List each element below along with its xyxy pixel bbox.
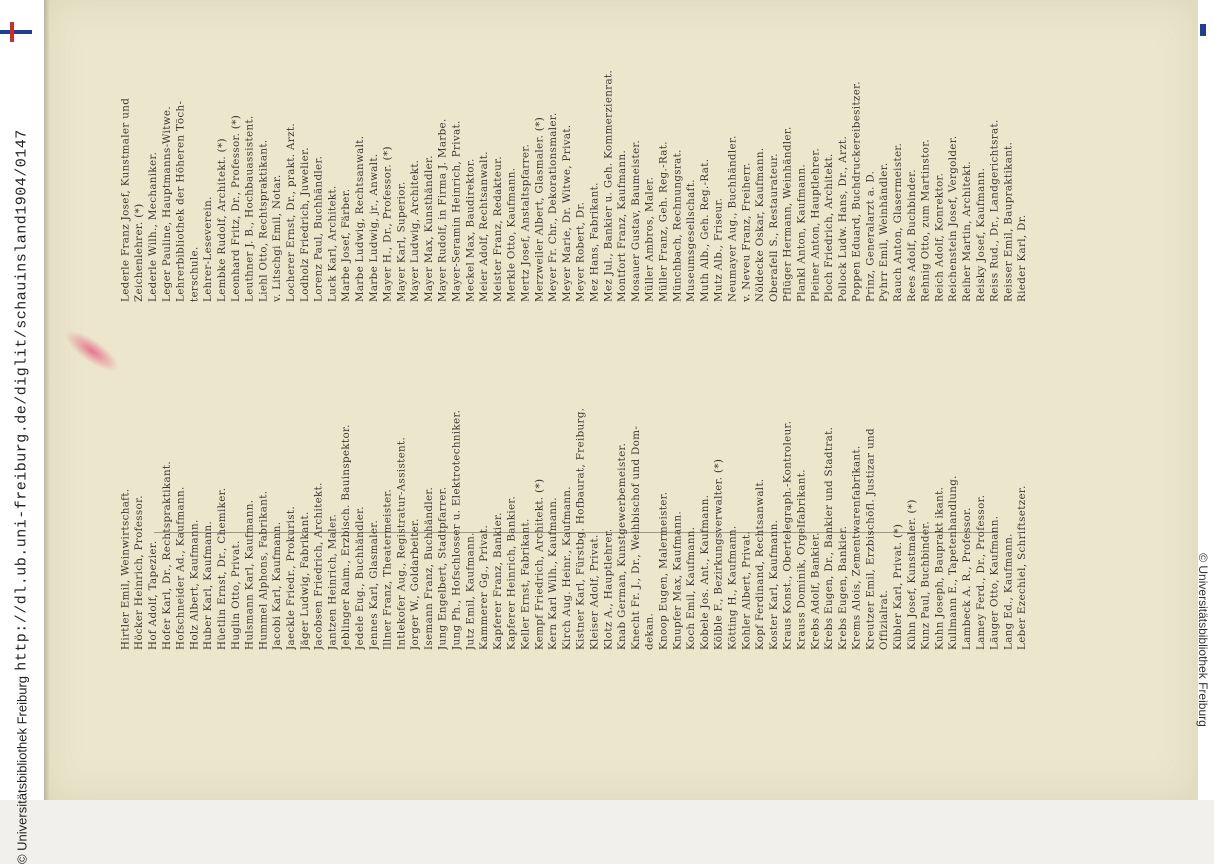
list-entry: terschule. [188, 246, 201, 302]
list-entry: Lederle Franz Josef, Kunstmaler und [119, 97, 132, 302]
list-entry: Jäger Ludwig, Fabrikant. [298, 511, 311, 650]
page-edge-shadow [44, 0, 50, 800]
list-entry: Lodholz Friedrich, Juwelier. [298, 147, 311, 302]
flag-icon-left [0, 30, 32, 34]
list-entry: Rieder Karl, Dr. [1016, 214, 1029, 302]
list-entry: Kammerer Gg., Privat. [478, 524, 491, 650]
list-entry: dekan. [643, 612, 656, 650]
list-entry: Merkle Otto, Kaufmann. [505, 167, 518, 302]
list-entry: Nöldecke Oskar, Kaufmann. [754, 147, 767, 302]
list-entry: Pflüger Hermann, Weinhändler. [781, 126, 794, 302]
list-entry: Reisky Josef, Kaufmann. [974, 167, 987, 302]
list-entry: Marbe Ludwig, jr., Anwalt. [367, 153, 380, 302]
list-entry: Hummel Alphons, Fabrikant. [257, 490, 270, 650]
list-entry: Intlekofer Aug., Registratur-Assistent. [395, 436, 408, 650]
list-entry: Läuger Otto, Kaufmann. [988, 515, 1001, 650]
list-entry: Jantzen Heinrich, Maler. [326, 513, 339, 650]
list-entry: Mayer Rudolf, in Firma J. Marbe. [436, 118, 449, 302]
list-entry: Kuhn Joseph, Bauprakt ikant. [933, 486, 946, 650]
list-entry: Jung Ph., Hofschlosser u. Elektrotechniker. [450, 409, 463, 650]
list-entry: Knab German, Kunstgewerbemeister. [616, 442, 629, 650]
list-entry: Mutz Alb., Friseur. [712, 197, 725, 302]
list-entry: Holz Albert, Kaufmann. [188, 519, 201, 650]
list-entry: Neumayer Aug., Buchhändler. [726, 135, 739, 302]
list-entry: Plankl Anton, Kaufmann. [795, 163, 808, 302]
list-entry: Krauss Dominik, Orgelfabrikant. [795, 469, 808, 650]
list-entry: Kullmann E., Tapetenhandlung. [947, 475, 960, 650]
list-entry: Montfort Franz, Kaufmann. [616, 149, 629, 302]
copyright-notice: © Universitätsbibliothek Freiburg [14, 675, 30, 864]
list-entry: Merzweiler Albert, Glasmaler. (*) [533, 116, 546, 302]
list-entry: Muth Alb., Geh. Reg.-Rat. [698, 158, 711, 302]
list-entry: Huber Karl, Kaufmann. [202, 520, 215, 650]
list-entry: Kötting H., Kaufmann. [726, 525, 739, 650]
list-entry: Hulsmann Karl, Kaufmann. [243, 499, 256, 650]
list-entry: Meier Adolf, Rechtsanwalt. [478, 151, 491, 302]
list-entry: Jaeckle Friedr., Prokurist. [284, 506, 297, 650]
list-entry: Meyer Fr. Chr., Dekorationsmaler. [547, 112, 560, 302]
list-entry: Hofschneider Ad., Kaufmann. [174, 486, 187, 650]
list-entry: Münchbach, Rechnungsrat. [671, 149, 684, 302]
list-entry: Kraus Konst., Obertelegraph.-Kontroleur. [781, 420, 794, 650]
list-entry: Meckel Max, Baudirektor. [464, 158, 477, 302]
list-entry: Lehrerbibliothek der Höheren Töch- [174, 100, 187, 302]
list-entry: Offizialrat. [878, 589, 891, 650]
list-entry: Leuthner J. B., Hochbauassistent. [243, 115, 256, 302]
list-entry: Mez Jul., Bankier u. Geh. Kommerzienrat. [602, 69, 615, 302]
list-entry: Marbe Josef, Färber. [340, 188, 353, 302]
list-entry: Jeblinger Raim., Erzbisch. Bauinspektor. [340, 424, 353, 650]
list-entry: Locherer Ernst, Dr., prakt. Arzt. [284, 123, 297, 302]
list-entry: Leonhard Fritz, Dr., Professor. (*) [229, 114, 242, 302]
list-entry: Pleiner Anton, Hauptlehrer. [809, 147, 822, 302]
list-entry: Meyer Marie, Dr. Witwe, Privat. [560, 124, 573, 302]
list-entry: Liehl Otto, Rechtspraktikant. [257, 139, 270, 302]
list-entry: Reiss Rud., Dr., Landgerichtsrat. [988, 119, 1001, 302]
list-entry: Kühn Josef, Kunstmaler. (*) [905, 499, 918, 650]
list-entry: Hüetlin Ernst, Dr., Chemiker. [215, 487, 228, 650]
list-entry: Ploch Friedrich, Architekt. [823, 153, 836, 302]
list-entry: v. Litschgi Emil, Notar. [271, 174, 284, 302]
list-entry: Lembke Rudolf, Architekt. (*) [215, 138, 228, 302]
list-entry: Rees Adolf, Buchbinder. [905, 169, 918, 302]
list-entry: Kunz Paul, Buchbinder. [919, 520, 932, 650]
flag-icon-left-red [10, 22, 14, 42]
list-entry: Koch Emil, Kaufmann. [685, 526, 698, 650]
list-entry: Krebs Adolf, Bankier. [809, 532, 822, 650]
list-entry: Koster Karl, Kaufmann. [767, 519, 780, 650]
list-entry: Kistner Karl, Fürstbg. Hofbaurat, Freiburg. [574, 407, 587, 650]
list-entry: Reich Adolf, Konrektor. [933, 172, 946, 302]
list-entry: Poppen Eduard, Buchdruckereibesitzer. [850, 81, 863, 302]
list-entry: Meyer Robert, Dr. [574, 201, 587, 302]
column-middle [119, 0, 1030, 302]
list-entry: Kirch Aug. Heinr., Kaufmann. [560, 486, 573, 650]
source-url[interactable]: http://dl.ub.uni-freiburg.de/diglit/schauinsland1904/0147 [13, 129, 31, 671]
list-entry: Lamey Ferd., Dr., Professor. [974, 494, 987, 650]
list-entry: Rehnig Otto, zum Martinstor. [919, 139, 932, 302]
list-entry: Mayer Karl, Superior. [395, 181, 408, 302]
list-entry: Kübler Karl, Privat. (*) [892, 523, 905, 650]
list-entry: Klotz A., Hauptlehrer. [602, 528, 615, 650]
list-entry: Knoop Eugen, Malermeister. [657, 491, 670, 650]
list-entry: Mayer Max, Kunsthändler. [422, 155, 435, 302]
list-entry: Kapferer Heinrich, Bankier. [505, 495, 518, 650]
list-entry: Leger Pauline, Hauptmanns-Witwe. [160, 106, 173, 302]
list-entry: Lederle Wilh., Mechaniker. [147, 151, 159, 302]
list-entry: Kleiser Adolf, Privat. [588, 534, 601, 650]
list-entry: Isemann Franz, Buchhändler. [422, 486, 435, 650]
list-entry: Mayer Ludwig, Architekt. [409, 159, 422, 302]
list-entry: Jennes Karl, Glasmaler. [367, 519, 380, 650]
list-entry: Hof Adolf, Tapezier. [147, 540, 159, 650]
list-entry: Kobele Jos. Ant., Kaufmann. [698, 494, 711, 650]
list-entry: Mosauer Gustav, Baumeister. [629, 139, 642, 302]
list-entry: Meister Franz, Redakteur. [491, 156, 504, 302]
list-entry: Jung Engelbert, Stadtpfarrer. [436, 486, 449, 650]
list-entry: Kempf Friedrich, Architekt. (*) [533, 478, 546, 650]
list-entry: Reichenstein Josef, Vergolder. [947, 135, 960, 302]
list-entry: Knupfer Max, Kaufmann. [671, 510, 684, 650]
list-entry: Jacobsen Friedrich, Architekt. [312, 482, 325, 650]
list-entry: Reiher Martin, Architekt. [961, 161, 974, 302]
list-entry: Jedele Eug., Buchhändler. [353, 506, 366, 650]
list-entry: Keller Ernst, Fabrikant. [519, 518, 532, 650]
list-entry: Krebs Eugen, Dr., Bankier und Stadtrat. [823, 426, 836, 650]
list-entry: Hirtler Emil, Weinwirtschaft. [119, 488, 132, 650]
list-entry: Zeichenlehrer. (*) [133, 203, 146, 302]
flag-icon-right [1200, 24, 1206, 36]
list-entry: Museumsgesellschaft. [685, 179, 698, 302]
list-entry: Jacobi Karl, Kaufmann. [271, 521, 284, 650]
list-entry: Pyhrr Emil, Weinhändler. [878, 162, 891, 302]
list-entry: Reisser Emil, Baupraktikant. [1002, 141, 1015, 302]
list-entry: Krebs Eugen, Bankier. [836, 525, 849, 650]
list-entry: Mez Hans, Fabrikant. [588, 182, 601, 302]
list-entry: Hofer Karl, Dr., Rechtspraktikant. [160, 460, 173, 650]
list-entry: Kern Karl Wilh., Kaufmann. [547, 497, 560, 650]
name-list [119, 0, 1030, 302]
list-entry: Mayer H., Dr., Professor. (*) [381, 146, 394, 302]
list-entry: Mayer-Seramin Heinrich, Privat. [450, 120, 463, 302]
list-entry: Prinz, Generalarzt a. D. [864, 170, 877, 302]
list-entry: Lorenz Paul, Buchhändler. [312, 155, 325, 302]
list-entry: Huglin Otto, Privat. [229, 540, 242, 650]
list-entry: Kapferer Franz, Bankier. [491, 512, 504, 650]
list-entry: Müller Ambros, Maler. [643, 176, 656, 302]
right-credit: © Universitätsbibliothek Freiburg [1196, 553, 1210, 727]
list-entry: Höcker Heinrich, Professor. [133, 495, 146, 650]
list-entry: Müller Franz, Geh. Reg.-Rat. [657, 141, 670, 302]
list-entry: Jutz Emil, Kaufmann. [464, 532, 477, 650]
list-entry: Kohler Albert, Privat. [740, 530, 753, 650]
list-entry: Krems Alois, Zementwarenfabrikant. [850, 445, 863, 650]
list-entry: Jorger W., Goldarbeiter. [409, 518, 422, 650]
list-entry: Kreutzer Emil, Erzbischöfl. Justizar und [864, 428, 877, 650]
list-entry: Marbe Ludwig, Rechtsanwalt. [353, 135, 366, 302]
list-entry: Lang Ed., Kaufmann. [1002, 533, 1015, 650]
list-entry: Oberafell S., Restaurateur. [767, 153, 780, 302]
list-entry: Leber Ezechiel, Schriftsetzer. [1016, 485, 1029, 650]
list-entry: Kölble F., Bezirkungsverwalter. (*) [712, 458, 725, 650]
list-entry: Rauch Anton, Glasermeister. [892, 142, 905, 302]
list-entry: Mertz Josef, Anstaltspfarrer. [519, 143, 532, 302]
list-entry: Illner Franz, Theatermeister. [381, 488, 394, 650]
list-entry: Lambeck A. R., Professor. [961, 507, 974, 650]
list-entry: Lehrer-Leseverein. [202, 196, 215, 302]
list-entry: Knecht Fr. J., Dr., Weihbischof und Dom- [629, 425, 642, 650]
list-entry: Pollock Ludw. Hans, Dr., Arzt. [836, 135, 849, 302]
list-entry: Luck Karl, Architekt. [326, 185, 339, 302]
list-entry: v. Neveu Franz, Freiherr. [740, 162, 753, 302]
list-entry: Kopf Ferdinand, Rechtsanwalt. [754, 478, 767, 650]
